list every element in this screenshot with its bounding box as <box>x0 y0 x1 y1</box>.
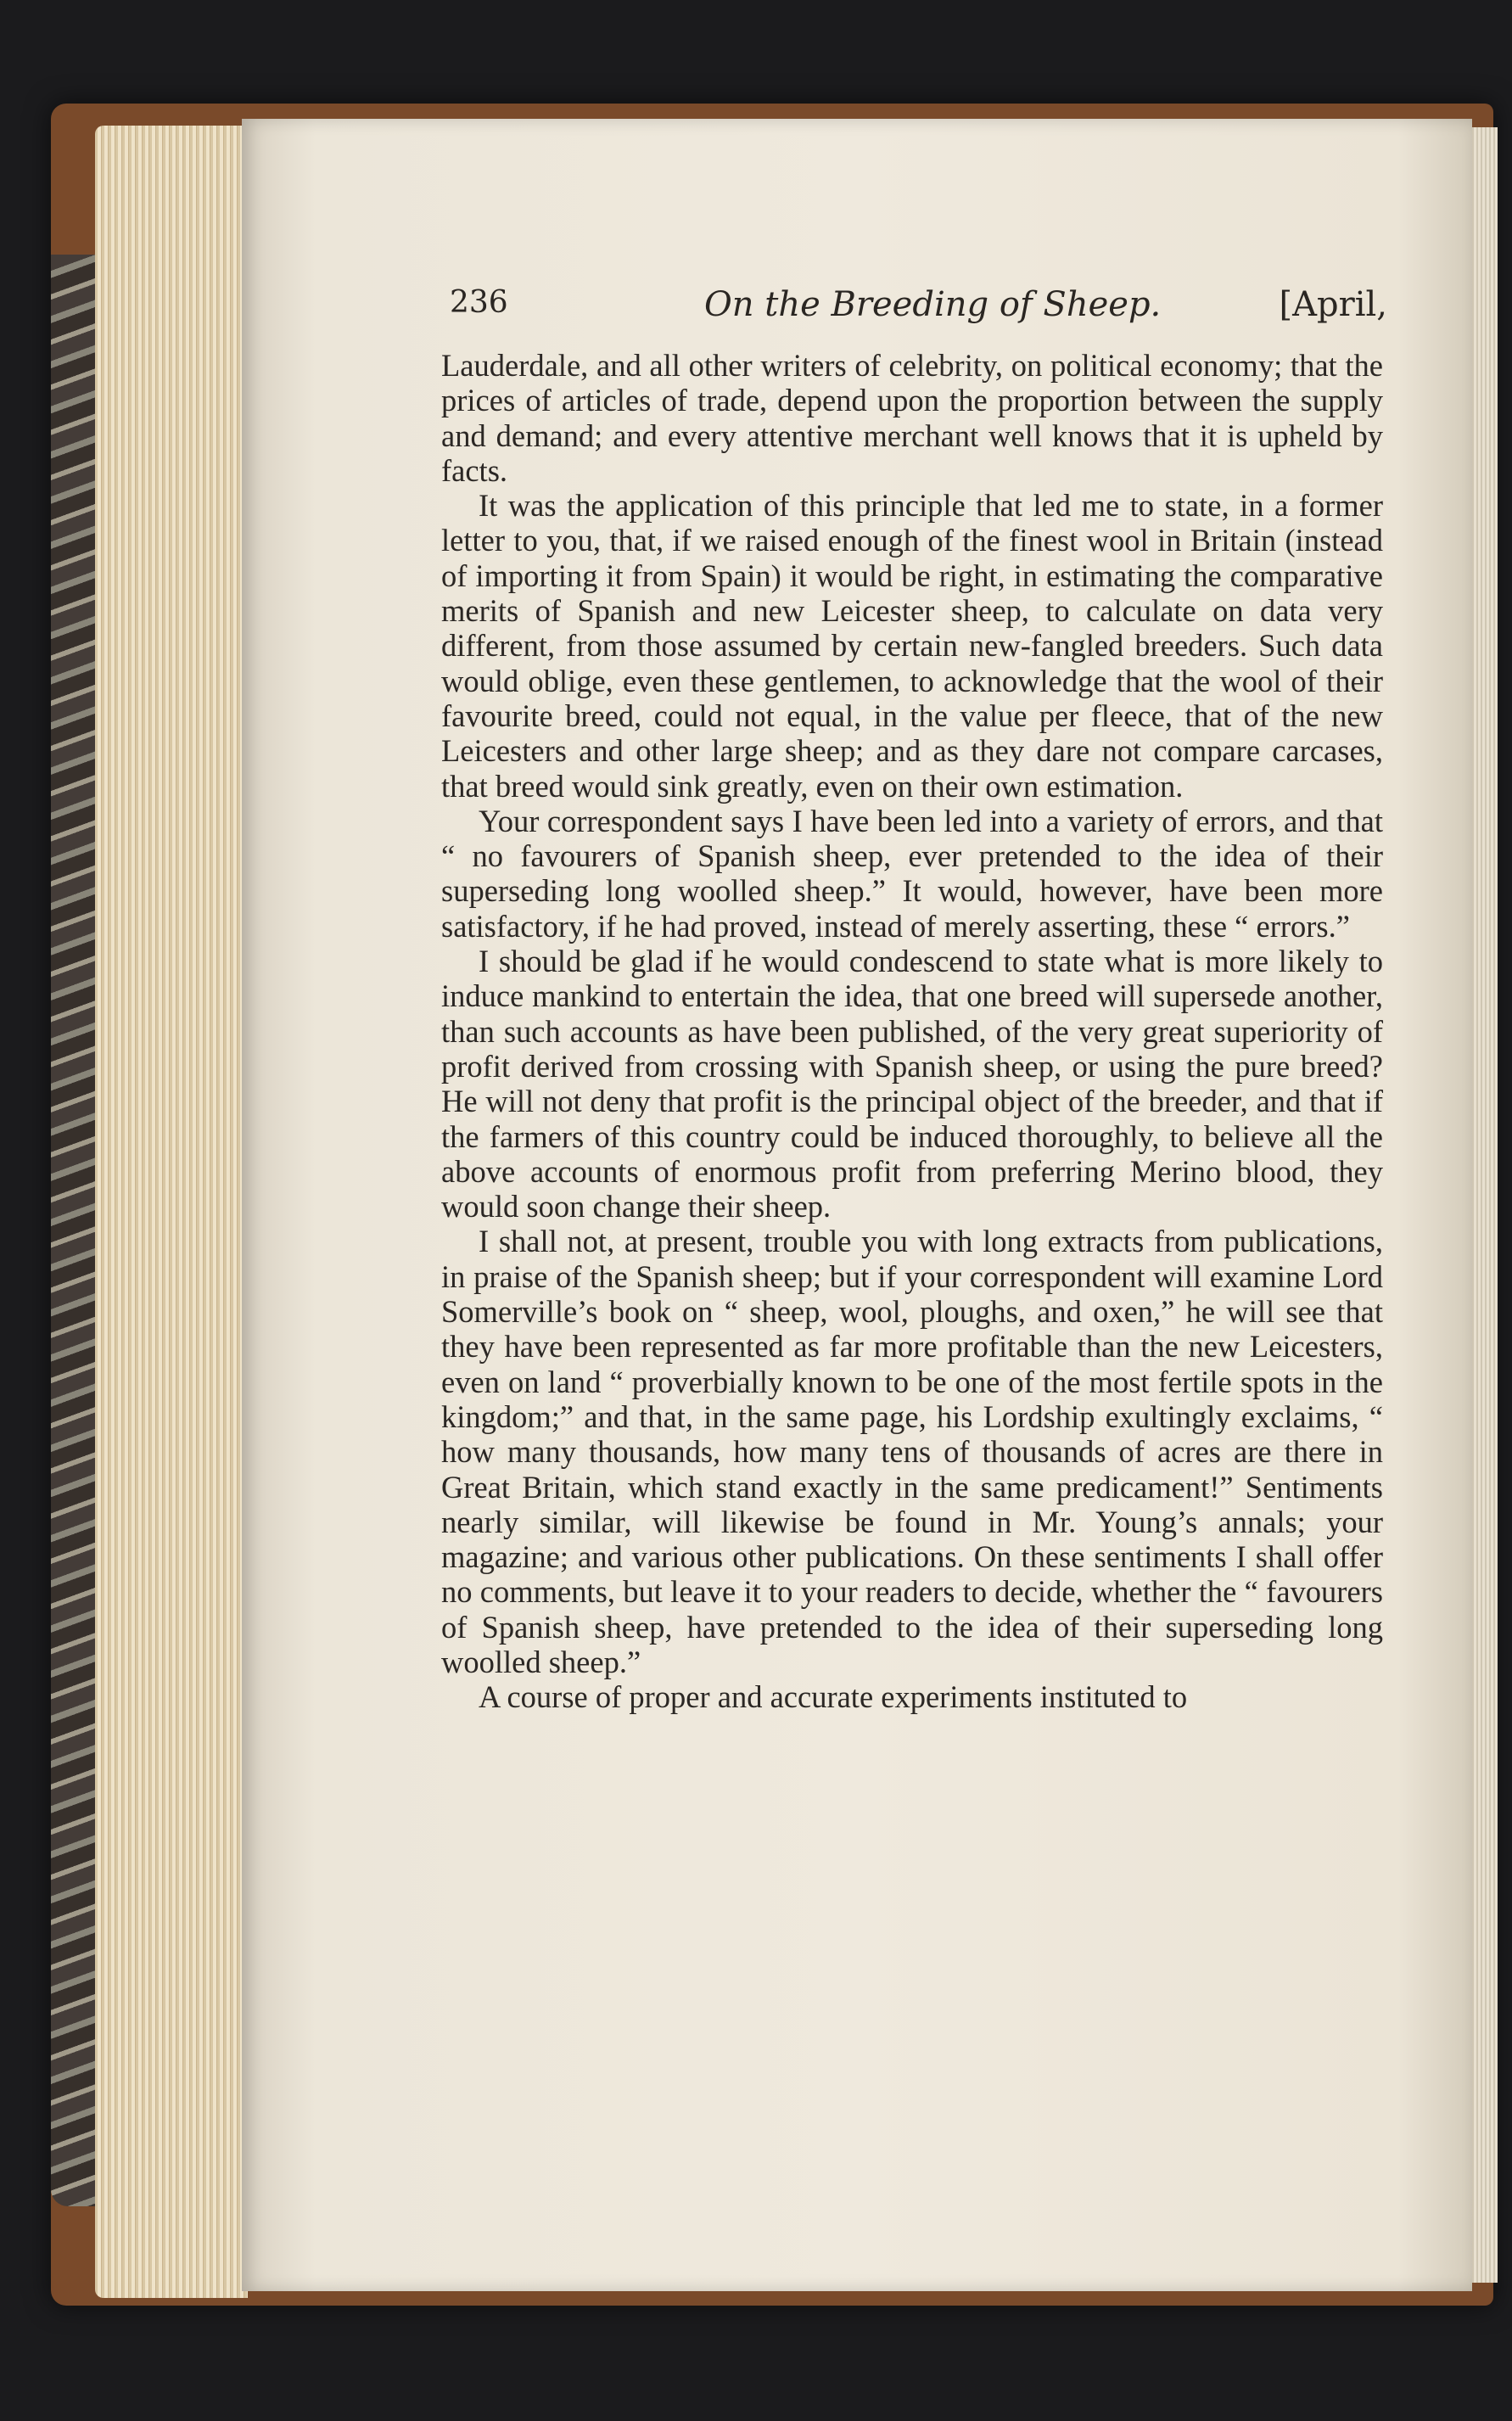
body-text <box>441 348 1383 1715</box>
paragraph: I should be glad if he would condescend to state what is more likely to induce mankind to entertain the idea, that one breed will supersede another, than such accounts as have been published, of the very great superiority of profit derived from crossing with Spanish sheep, or using the pure breed? He will not deny that profit is the principal object of the breeder, and that if the farmers of this country could be induced thoroughly, to believe all the above accounts of enormous profit from preferring Merino blood, they would soon change their sheep. <box>441 944 1383 1225</box>
running-head <box>450 280 1387 331</box>
running-month: [April, <box>1279 285 1387 324</box>
page-edges-left <box>95 126 248 2298</box>
paragraph: Your correspondent says I have been led into a variety of errors, and that “ no favourers of Spanish sheep, ever pretended to the idea of their superseding long woolled sheep.” It would, however, have been more satisfactory, if he had proved, instead of merely asserting, these “ errors.” <box>441 803 1383 944</box>
paragraph: It was the application of this principle that led me to state, in a former letter to you, that, if we raised enough of the finest wool in Britain (instead of importing it from Spain) it would be right, in estimating the comparative merits of Spanish and new Leicester sheep, to calculate on data very different, from those assumed by certain new-fangled breeders. Such data would oblige, even these gentlemen, to acknowledge that the wool of their favourite breed, could not equal, in the value per fleece, that of the new Leicesters and other large sheep; and as they dare not compare carcases, that breed would sink greatly, even on their own estimation. <box>441 488 1383 804</box>
page-number: 236 <box>450 285 508 320</box>
page-edges-right <box>1472 127 1498 2283</box>
running-title: On the Breeding of Sheep. <box>704 285 1162 324</box>
paragraph: I shall not, at present, trouble you with long extracts from publications, in praise of the Spanish sheep; but if your correspondent will examine Lord Somerville’s book on “ sheep, wool, ploughs, and oxen,” he will see that they have been represented as far more profitable than the new Leicesters, even on land “ proverbially known to be one of the most fertile spots in the kingdom;” and that, in the same page, his Lordship exultingly exclaims, “ how many thousands, how many tens of thousands of acres are there in Great Britain, which stand exactly in the same predicament!” Sentiments nearly similar, will likewise be found in Mr. Young’s annals; your magazine; and various other publications. On these sentiments I shall offer no comments, but leave it to your readers to decide, whether the “ favourers of Spanish sheep, have pretended to the idea of their superseding long woolled sheep.” <box>441 1224 1383 1679</box>
paragraph: A course of proper and accurate experiments instituted to <box>479 1679 1188 1715</box>
paragraph: Lauderdale, and all other writers of celebrity, on political economy; that the prices of articles of trade, depend upon the proportion between the supply and demand; and every attentive merchant well knows that it is upheld by facts. <box>441 348 1383 488</box>
marbled-endpaper <box>51 255 102 2206</box>
